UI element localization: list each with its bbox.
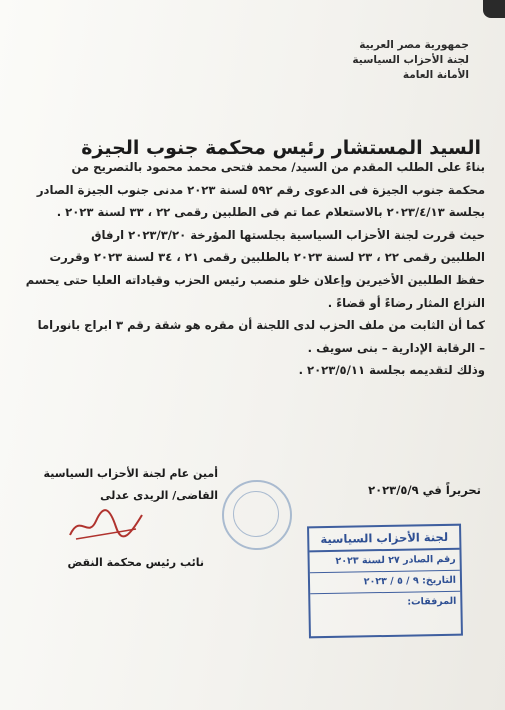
vice-president-title: نائب رئيس محكمة النقض xyxy=(67,556,204,569)
secretary-general-title: أمين عام لجنة الأحزاب السياسية xyxy=(43,467,218,480)
stamp-attachments: المرفقات: xyxy=(407,595,457,608)
body-line: بناءً على الطلب المقدم من السيد/ محمد فتحى محمد محمود بالتصريح من xyxy=(71,160,485,174)
body-line: الطلبين رقمى ٢٢ ، ٢٣ لسنة ٢٠٢٣ بالطلبين رقمى ٢١ ، ٣٤ لسنة ٢٠٢٣ وقررت xyxy=(49,250,485,265)
page-corner-shadow xyxy=(483,0,505,18)
body-line: كما أن الثابت من ملف الحزب لدى اللجنة أن مقره هو شقة رقم ٣ ابراج بانوراما xyxy=(37,318,485,333)
judge-name: القاضى/ الريدى عدلى xyxy=(100,489,218,502)
body-line: النزاع المثار رضاءً أو قضاءً . xyxy=(327,295,485,310)
body-line: محكمة جنوب الجيزة فى الدعوى رقم ٥٩٢ لسنة ٢٠٢٣ مدنى جنوب الجيزة الصادر xyxy=(36,182,485,197)
handwritten-signature xyxy=(66,505,146,545)
official-round-seal xyxy=(222,480,292,550)
stamp-outgoing-number: رقم الصادر ٢٧ لسنة ٢٠٢٣ xyxy=(309,550,459,574)
issue-date: تحريراً في ٢٠٢٣/٥/٩ xyxy=(368,483,481,497)
letterhead-country: جمهورية مصر العربية xyxy=(359,39,469,51)
letterhead-secretariat: الأمانة العامة xyxy=(402,69,469,81)
body-line: حيث قررت لجنة الأحزاب السياسية بجلستها المؤرخة ٢٠٢٣/٣/٢٠ ارفاق xyxy=(91,227,485,242)
letter-body xyxy=(17,156,485,382)
letterhead-committee: لجنة الأحزاب السياسية xyxy=(352,54,469,66)
stamp-date: التاريخ: ٩ / ٥ / ٢٠٢٣ xyxy=(310,571,460,595)
body-line: بجلسة ٢٠٢٣/٤/١٣ بالاستعلام عما تم فى الطلبين رقمى ٢٢ ، ٣٣ لسنة ٢٠٢٣ . xyxy=(56,205,485,220)
body-line: – الرقابة الإدارية – بنى سويف . xyxy=(307,340,485,355)
registry-stamp xyxy=(307,524,463,639)
signature-block xyxy=(18,463,218,507)
body-line: حفظ الطلبين الأخيرين وإعلان خلو منصب رئيس الحزب وقياداته العليا حتى يحسم xyxy=(25,272,485,287)
addressee-heading: السيد المستشار رئيس محكمة جنوب الجيزة xyxy=(81,137,481,159)
letterhead xyxy=(239,38,469,83)
body-line: وذلك لتقديمه بجلسة ٢٠٢٣/٥/١١ . xyxy=(298,363,485,378)
stamp-title: لجنة الأحزاب السياسية xyxy=(309,526,459,553)
